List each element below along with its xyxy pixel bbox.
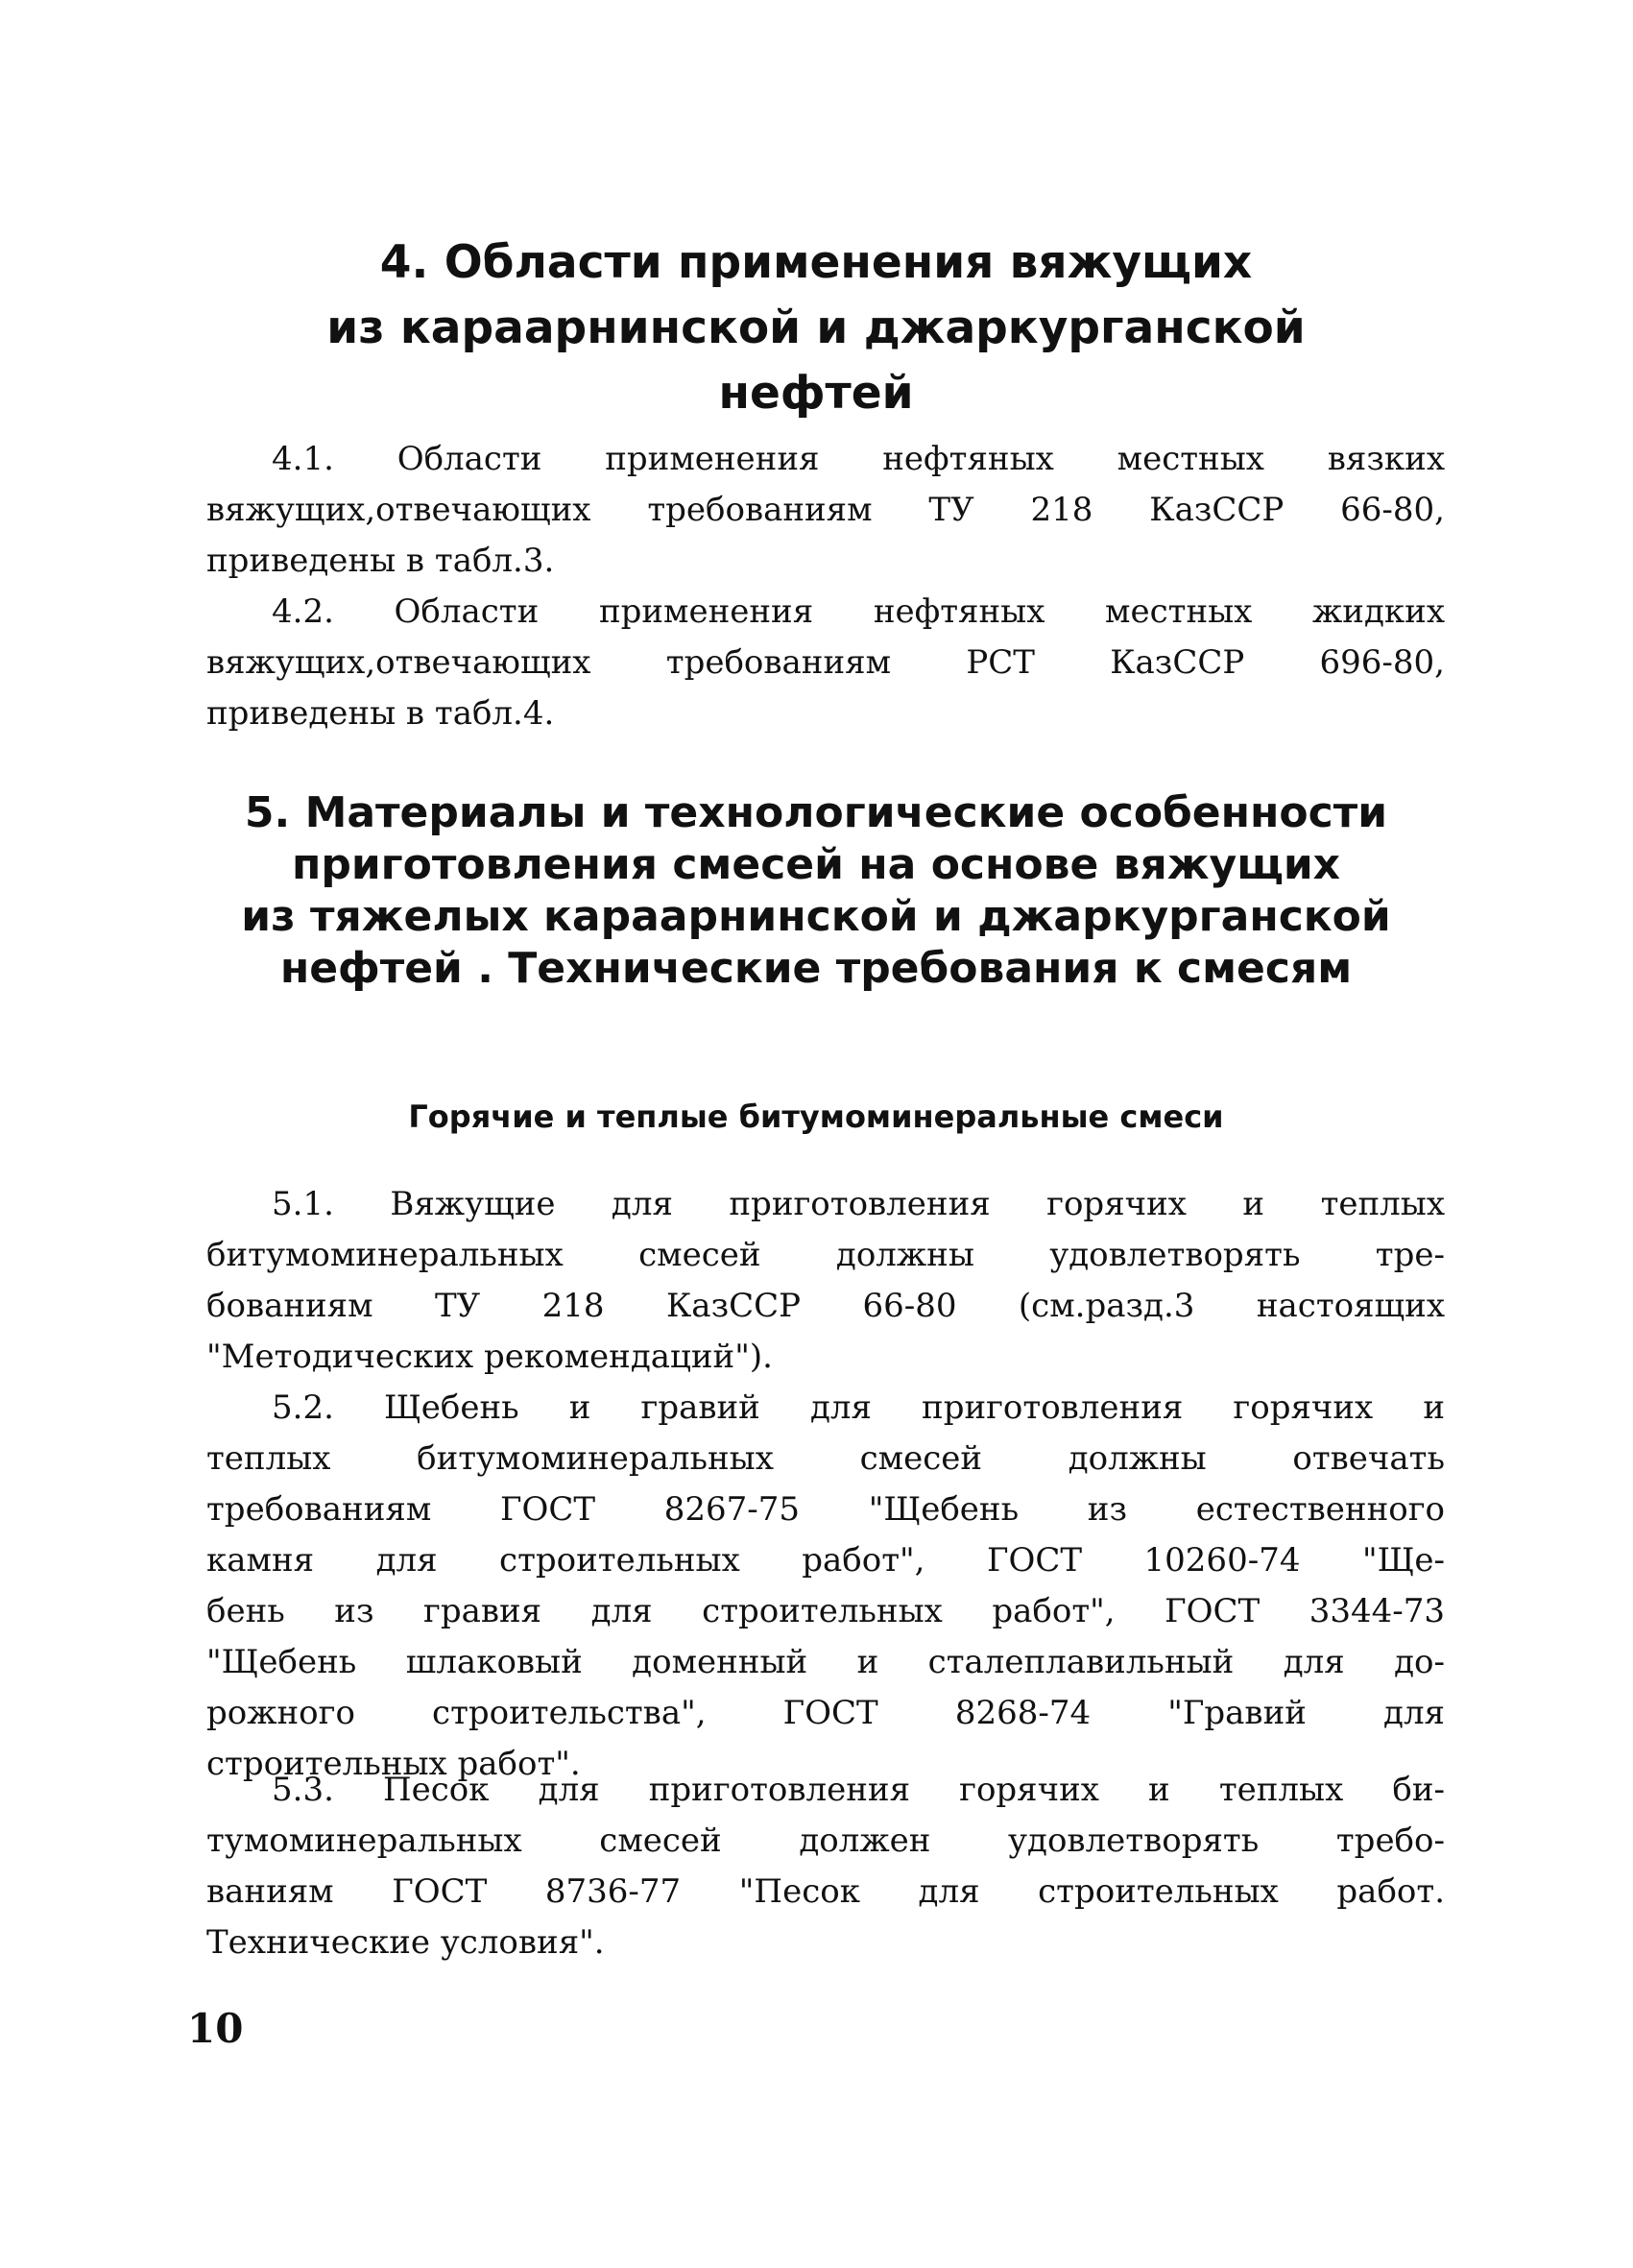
text-line: бованиям ТУ 218 КазССР 66-80 (см.разд.3 настоящих [206,1287,1445,1325]
text-line: "Щебень шлаковый доменный и сталеплавильный для до- [206,1643,1445,1681]
text-line: тумоминеральных смесей должен удовлетворять требо- [206,1822,1445,1860]
text-line: 5.2. Щебень и гравий для приготовления горячих и [272,1388,1445,1427]
text-line: "Методических рекомендаций"). [206,1338,773,1376]
text-line: Технические условия". [206,1923,605,1962]
text-line: рожного строительства", ГОСТ 8268-74 "Гравий для [206,1694,1445,1732]
section-5-title-line: приготовления смесей на основе вяжущих [291,840,1341,889]
section-5-title-line: из тяжелых караарнинской и джаркурганской [241,892,1391,941]
page-number: 10 [187,2005,244,2052]
section-5-title-line: нефтей . Технические требования к смесям [279,944,1353,993]
section-4-title-line: из караарнинской и джаркурганской [326,302,1306,354]
section-5-title [192,787,1440,995]
paragraph-5-3 [206,1765,1445,1968]
text-line: 4.2. Области применения нефтяных местных жидких [272,592,1445,631]
section-4-title-line: 4. Области применения вяжущих [379,236,1253,289]
text-line: приведены в табл.3. [206,542,555,580]
section-5-title-line: 5. Материалы и технологические особенности [244,788,1388,837]
section-5-subtitle: Горячие и теплые битумоминеральные смеси [408,1098,1224,1135]
paragraph-5-1 [206,1179,1445,1383]
text-line: приведены в табл.4. [206,694,555,733]
section-4-title-line: нефтей [718,367,914,420]
text-line: 4.1. Области применения нефтяных местных вязких [272,440,1445,478]
text-line: теплых битумоминеральных смесей должны отвечать [206,1439,1445,1478]
paragraph-5-2 [206,1383,1445,1790]
text-line: вяжущих,отвечающих требованиям ТУ 218 КазССР 66-80, [206,491,1445,529]
text-line: требованиям ГОСТ 8267-75 "Щебень из естественного [206,1490,1445,1529]
text-line: строительных работ". [206,1745,581,1783]
text-line: 5.1. Вяжущие для приготовления горячих и теплых [272,1185,1445,1223]
paragraph-4-1 [206,434,1445,587]
text-line: камня для строительных работ", ГОСТ 10260-74 "Ще- [206,1541,1445,1580]
paragraph-4-2 [206,587,1445,739]
text-line: 5.3. Песок для приготовления горячих и теплых би- [272,1771,1445,1809]
text-line: ваниям ГОСТ 8736-77 "Песок для строительных работ. [206,1872,1445,1911]
text-line: битумоминеральных смесей должны удовлетворять тре- [206,1236,1445,1274]
section-4-title [240,230,1392,426]
text-line: вяжущих,отвечающих требованиям РСТ КазССР 696-80, [206,643,1445,682]
text-line: бень из гравия для строительных работ", ГОСТ 3344-73 [206,1592,1445,1630]
